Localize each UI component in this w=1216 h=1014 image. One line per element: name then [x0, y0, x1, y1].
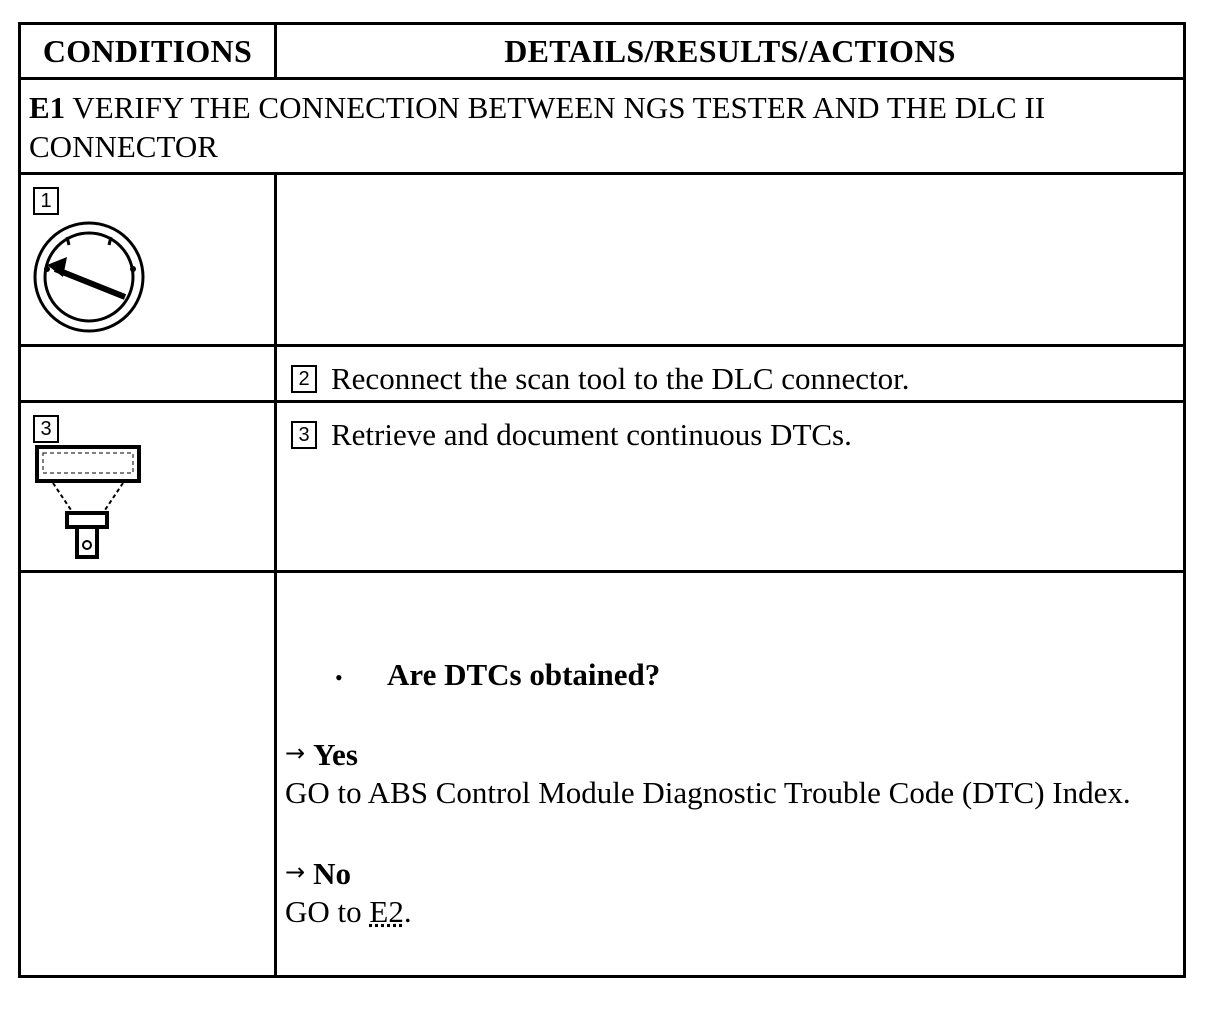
- question-condition: [20, 572, 276, 977]
- question-text: Are DTCs obtained?: [387, 657, 661, 692]
- step-2-text: Reconnect the scan tool to the DLC connector.: [331, 361, 910, 396]
- step-3-row: [20, 402, 1185, 572]
- section-row: [20, 79, 1185, 174]
- e2-link[interactable]: E2: [369, 894, 404, 929]
- step-3-details: [276, 402, 1185, 572]
- step-3-number-left: 3: [33, 415, 59, 443]
- section-code: E1: [29, 90, 66, 125]
- details-header: DETAILS/RESULTS/ACTIONS: [276, 24, 1185, 79]
- header-row: [20, 24, 1185, 79]
- step-3-condition: [20, 402, 276, 572]
- step-1-row: [20, 174, 1185, 346]
- no-heading: [285, 856, 1173, 892]
- section-title: [20, 79, 1185, 174]
- step-1-number: 1: [33, 187, 59, 215]
- diagnostic-table: [18, 22, 1186, 978]
- arrow-right-icon: →: [285, 858, 306, 886]
- question-row: [20, 572, 1185, 977]
- yes-label: Yes: [313, 737, 358, 772]
- ignition-key-icon: [33, 219, 274, 344]
- step-2-condition: [20, 346, 276, 402]
- no-prefix: GO to: [285, 894, 362, 929]
- yes-heading: [285, 737, 1173, 773]
- step-3-number: 3: [291, 421, 317, 449]
- scan-tool-icon: [33, 443, 274, 568]
- step-1-details: [276, 174, 1185, 346]
- step-1-condition: [20, 174, 276, 346]
- no-label: No: [313, 856, 351, 891]
- no-text: [285, 892, 1173, 931]
- step-2-details: [276, 346, 1185, 402]
- conditions-header: CONDITIONS: [20, 24, 276, 79]
- bullet-icon: •: [335, 664, 343, 690]
- no-suffix: .: [403, 894, 412, 929]
- arrow-right-icon: →: [285, 739, 306, 767]
- section-title-text: VERIFY THE CONNECTION BETWEEN NGS TESTER AND THE DLC II CONNECTOR: [29, 90, 1046, 164]
- yes-text: GO to ABS Control Module Diagnostic Trouble Code (DTC) Index.: [285, 775, 1131, 810]
- question-item: [285, 657, 1173, 693]
- question-details: [276, 572, 1185, 977]
- step-2-row: [20, 346, 1185, 402]
- step-2-number: 2: [291, 365, 317, 393]
- step-3-text: Retrieve and document continuous DTCs.: [331, 417, 852, 452]
